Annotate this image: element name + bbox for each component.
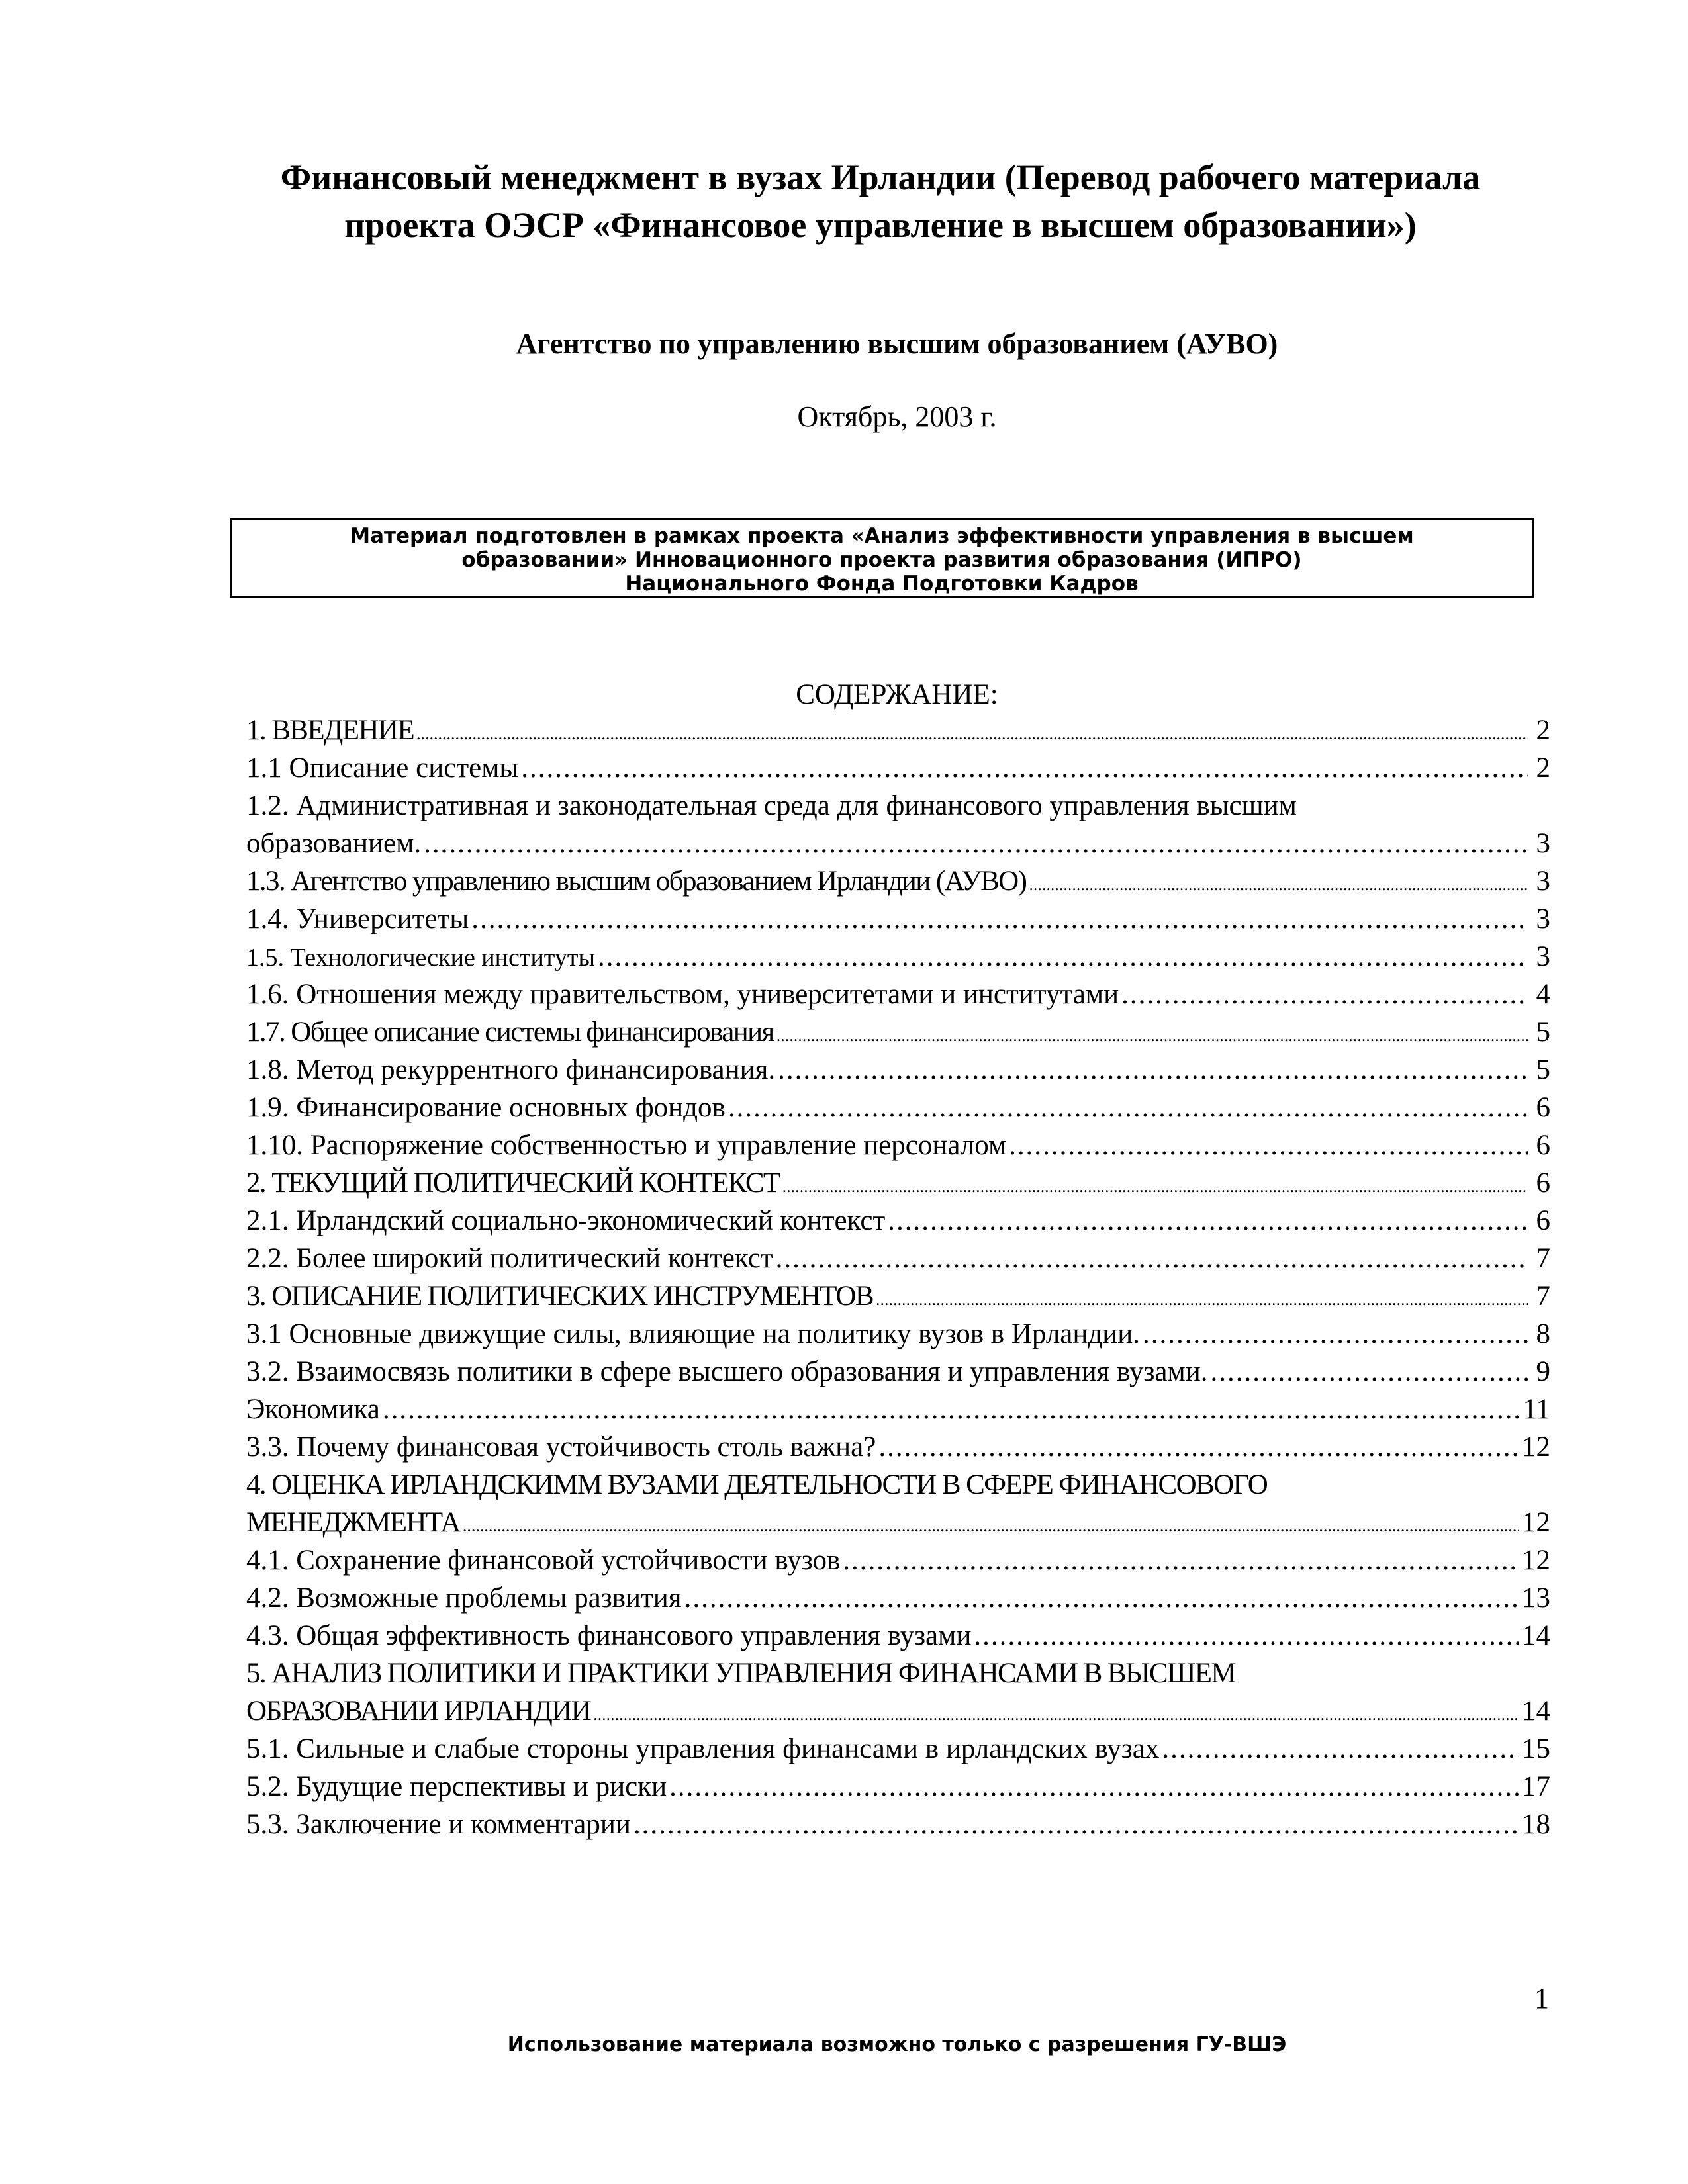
toc-leader-dots [1029, 862, 1528, 903]
toc-entry-title-continued: образованием. [246, 828, 422, 859]
toc-leader-dots [1162, 1730, 1519, 1768]
toc-entry[interactable] [246, 1390, 1550, 1428]
agency-name: Агентство по управлению высшим образованием (АУВО) [516, 328, 1278, 360]
toc-entry[interactable] [246, 1617, 1550, 1655]
toc-entry[interactable] [246, 1805, 1550, 1843]
toc-leader-dots [1211, 1353, 1528, 1390]
toc-entry-page: 6 [1536, 1092, 1550, 1123]
toc-entry-page: 12 [1522, 1545, 1550, 1576]
toc-entry-page: 11 [1523, 1394, 1550, 1425]
toc-leader-dots [878, 1428, 1519, 1466]
toc-entry-title: 5.2. Будущие перспективы и риски [246, 1771, 667, 1802]
toc-entry[interactable] [246, 1126, 1550, 1164]
toc-entry[interactable] [246, 1164, 1550, 1202]
toc-entry-title: 5. АНАЛИЗ ПОЛИТИКИ И ПРАКТИКИ УПРАВЛЕНИЯ ФИНАНСАМИ В ВЫСШЕМ [246, 1658, 1236, 1689]
toc-entry[interactable] [246, 976, 1550, 1013]
toc-leader-dots [669, 1768, 1519, 1805]
toc-leader-dots [728, 1089, 1528, 1126]
project-notice-box [230, 518, 1534, 598]
toc-entry-title: 1.10. Распоряжение собственностью и управление персоналом [246, 1130, 1007, 1161]
toc-entry-page: 12 [1522, 1432, 1550, 1463]
toc-heading: СОДЕРЖАНИЕ: [796, 679, 998, 710]
notice-line-3: Национального Фонда Подготовки Кадров [625, 572, 1139, 596]
toc-entry-page: 8 [1536, 1318, 1550, 1349]
toc-entry-page: 4 [1536, 979, 1550, 1010]
toc-leader-dots [888, 1202, 1528, 1240]
toc-entry-page: 2 [1536, 752, 1550, 784]
toc-entry[interactable] [246, 1240, 1550, 1277]
toc-entry-title: 1.3. Агентство управлению высшим образованием Ирландии (АУВО) [246, 866, 1027, 897]
toc-leader-dots [843, 1541, 1519, 1579]
toc-entry[interactable] [246, 1428, 1550, 1466]
toc-leader-dots [1143, 1315, 1528, 1353]
toc-leader-dots [416, 711, 1528, 752]
toc-entry-page: 14 [1522, 1620, 1550, 1651]
toc-entry-page: 6 [1536, 1130, 1550, 1161]
toc-entry[interactable] [246, 1579, 1550, 1617]
title-line-2: проекта ОЭСР «Финансовое управление в высшем образовании») [344, 205, 1417, 245]
toc-leader-dots [593, 1692, 1519, 1733]
toc-entry-title: 2. ТЕКУЩИЙ ПОЛИТИЧЕСКИЙ КОНТЕКСТ [246, 1167, 780, 1199]
toc-entry-page: 7 [1536, 1281, 1550, 1312]
toc-entry[interactable] [246, 1013, 1550, 1051]
toc-entry[interactable] [246, 862, 1550, 900]
toc-entry[interactable] [246, 1051, 1550, 1089]
toc-entry[interactable] [246, 1089, 1550, 1126]
toc-entry-page: 3 [1536, 903, 1550, 934]
toc-leader-dots [974, 1617, 1519, 1655]
toc-entry[interactable] [246, 1655, 1550, 1730]
toc-entry-page: 17 [1522, 1771, 1550, 1802]
toc-entry-title: 2.1. Ирландский социально-экономический контекст [246, 1205, 886, 1236]
toc-entry-title: 4.3. Общая эффективность финансового управления вузами [246, 1620, 972, 1651]
toc-entry-page: 6 [1536, 1205, 1550, 1236]
toc-leader-dots [598, 938, 1528, 976]
toc-entry[interactable] [246, 938, 1550, 976]
toc-entry-title: 4.1. Сохранение финансовой устойчивости вузов [246, 1545, 841, 1576]
table-of-contents [246, 711, 1550, 1843]
toc-entry[interactable] [246, 1315, 1550, 1353]
document-date: Октябрь, 2003 г. [797, 400, 997, 433]
toc-entry-page: 12 [1522, 1507, 1550, 1538]
toc-entry-page: 15 [1522, 1733, 1550, 1764]
toc-leader-dots [776, 1013, 1528, 1054]
toc-entry[interactable] [246, 900, 1550, 938]
page-number: 1 [1534, 1982, 1549, 2015]
toc-entry-title: 5.1. Сильные и слабые стороны управления финансами в ирландских вузах [246, 1733, 1160, 1764]
toc-entry-title-continued: МЕНЕДЖМЕНТА [246, 1507, 460, 1538]
toc-entry-page: 14 [1522, 1696, 1550, 1727]
toc-entry[interactable] [246, 711, 1550, 749]
toc-entry-title: 3.3. Почему финансовая устойчивость столь важна? [246, 1432, 876, 1463]
toc-entry-page: 3 [1536, 941, 1550, 972]
toc-entry-title: 1.1 Описание системы [246, 752, 519, 784]
toc-leader-dots [521, 749, 1528, 787]
toc-entry-page: 18 [1522, 1809, 1550, 1840]
toc-entry[interactable] [246, 1730, 1550, 1768]
toc-leader-dots [633, 1805, 1519, 1843]
toc-entry-page: 13 [1522, 1582, 1550, 1614]
toc-entry[interactable] [246, 1768, 1550, 1805]
toc-entry-title: 1.8. Метод рекуррентного финансирования. [246, 1054, 776, 1085]
toc-entry-title: 1.9. Финансирование основных фондов [246, 1092, 726, 1123]
toc-entry-page: 7 [1536, 1243, 1550, 1274]
toc-entry-title: 3.2. Взаимосвязь политики в сфере высшего образования и управления вузами. [246, 1356, 1208, 1387]
toc-leader-dots [471, 900, 1528, 938]
usage-footer: Использование материала возможно только с разрешения ГУ-ВШЭ [507, 2033, 1287, 2056]
toc-leader-dots [1121, 976, 1528, 1013]
toc-leader-dots [778, 1051, 1528, 1089]
toc-leader-dots [463, 1504, 1519, 1545]
toc-entry-title: 4.2. Возможные проблемы развития [246, 1582, 682, 1614]
toc-entry[interactable] [246, 1466, 1550, 1541]
toc-leader-dots [383, 1390, 1521, 1428]
toc-entry-title-continued: ОБРАЗОВАНИИ ИРЛАНДИИ [246, 1696, 591, 1727]
toc-leader-dots [424, 825, 1528, 862]
toc-entry[interactable] [246, 1353, 1550, 1390]
toc-entry-title: 4. ОЦЕНКА ИРЛАНДСКИММ ВУЗАМИ ДЕЯТЕЛЬНОСТИ В СФЕРЕ ФИНАНСОВОГО [246, 1469, 1268, 1500]
toc-entry-page: 6 [1536, 1167, 1550, 1199]
toc-entry-page: 5 [1536, 1054, 1550, 1085]
toc-entry-title: 3.1 Основные движущие силы, влияющие на политику вузов в Ирландии. [246, 1318, 1141, 1349]
toc-entry-title: 1. ВВЕДЕНИЕ [246, 715, 414, 746]
toc-leader-dots [876, 1277, 1528, 1318]
toc-entry-page: 3 [1536, 828, 1550, 859]
notice-line-1: Материал подготовлен в рамках проекта «Анализ эффективности управления в высшем [350, 524, 1414, 548]
toc-leader-dots [684, 1579, 1519, 1617]
toc-entry-title: 1.5. Технологические институты [246, 944, 596, 972]
toc-entry-title: 5.3. Заключение и комментарии [246, 1809, 631, 1840]
toc-leader-dots [776, 1240, 1528, 1277]
toc-entry-title: 1.2. Административная и законодательная среда для финансового управления высшим [246, 790, 1297, 821]
toc-leader-dots [782, 1164, 1528, 1205]
title-line-1: Финансовый менеджмент в вузах Ирландии (Перевод рабочего материала [280, 158, 1481, 197]
toc-entry-title: 2.2. Более широкий политический контекст [246, 1243, 773, 1274]
notice-line-2: образовании» Инновационного проекта развития образования (ИПРО) [461, 548, 1302, 572]
toc-entry-title: 1.4. Университеты [246, 903, 469, 934]
toc-entry-title: 1.7. Общее описание системы финансирования [246, 1017, 774, 1048]
toc-entry-page: 9 [1536, 1356, 1550, 1387]
toc-entry[interactable] [246, 1277, 1550, 1315]
document-title [218, 154, 1542, 249]
toc-entry-page: 5 [1536, 1017, 1550, 1048]
toc-entry-title: 3. ОПИСАНИЕ ПОЛИТИЧЕСКИХ ИНСТРУМЕНТОВ [246, 1281, 873, 1312]
toc-entry[interactable] [246, 1202, 1550, 1240]
toc-entry-title: Экономика [246, 1394, 380, 1425]
toc-entry[interactable] [246, 787, 1550, 862]
toc-entry-page: 2 [1536, 715, 1550, 746]
toc-leader-dots [1009, 1126, 1528, 1164]
toc-entry[interactable] [246, 1541, 1550, 1579]
toc-entry-title: 1.6. Отношения между правительством, университетами и институтами [246, 979, 1119, 1010]
toc-entry[interactable] [246, 749, 1550, 787]
toc-entry-page: 3 [1536, 866, 1550, 897]
